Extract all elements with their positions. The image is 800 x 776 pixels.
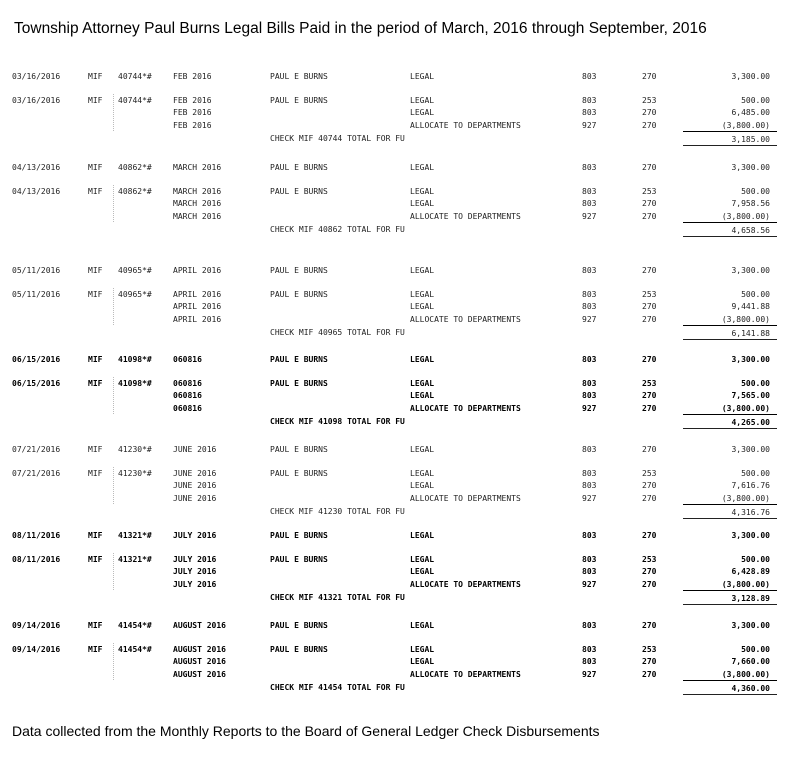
line-description: LEGAL xyxy=(410,187,435,196)
summary-period: JULY 2016 xyxy=(173,531,217,540)
line-account: 253 xyxy=(642,187,657,196)
summary-description: LEGAL xyxy=(410,72,435,81)
column-separator xyxy=(113,467,114,504)
line-amount: 6,428.89 xyxy=(731,567,770,577)
summary-date: 07/21/2016 xyxy=(12,445,61,454)
line-period: JULY 2016 xyxy=(173,567,217,577)
check-total-amount: 4,658.56 xyxy=(731,225,770,235)
detail-date: 09/14/2016 xyxy=(12,645,61,654)
total-rule xyxy=(683,222,777,223)
line-description: LEGAL xyxy=(410,379,435,388)
line-period: MARCH 2016 xyxy=(173,187,222,196)
detail-payee: PAUL E BURNS xyxy=(270,379,328,388)
total-underline xyxy=(683,339,777,340)
line-description: ALLOCATE TO DEPARTMENTS xyxy=(410,211,521,221)
check-total-amount: 3,185.00 xyxy=(731,134,770,144)
total-underline xyxy=(683,428,777,429)
line-period: 060816 xyxy=(173,379,202,388)
check-total-amount: 4,265.00 xyxy=(731,417,770,427)
check-total-label: CHECK MIF 41098 TOTAL FOR FU xyxy=(270,416,405,426)
line-period: MARCH 2016 xyxy=(173,211,222,221)
page-title: Township Attorney Paul Burns Legal Bills Paid in the period of March, 2016 through September, 2016 xyxy=(14,20,707,37)
line-period: FEB 2016 xyxy=(173,108,212,118)
line-account: 253 xyxy=(642,645,657,654)
summary-description: LEGAL xyxy=(410,163,435,172)
line-description: LEGAL xyxy=(410,567,435,577)
summary-payee: PAUL E BURNS xyxy=(270,355,328,364)
summary-date: 06/15/2016 xyxy=(12,355,61,364)
check-total-amount: 6,141.88 xyxy=(731,328,770,338)
summary-account: 270 xyxy=(642,72,657,81)
line-description: ALLOCATE TO DEPARTMENTS xyxy=(410,314,521,324)
detail-date: 08/11/2016 xyxy=(12,555,61,564)
line-period: JUNE 2016 xyxy=(173,469,217,478)
line-dept: 927 xyxy=(582,120,597,130)
summary-date: 09/14/2016 xyxy=(12,621,61,630)
detail-check-number: 40744*# xyxy=(118,96,152,105)
summary-payee: PAUL E BURNS xyxy=(270,163,328,172)
line-dept: 927 xyxy=(582,493,597,503)
column-separator xyxy=(113,643,114,680)
summary-amount: 3,300.00 xyxy=(731,445,770,454)
column-separator xyxy=(113,94,114,131)
column-separator xyxy=(113,288,114,325)
detail-check-number: 41230*# xyxy=(118,469,152,478)
summary-description: LEGAL xyxy=(410,445,435,454)
summary-amount: 3,300.00 xyxy=(731,266,770,275)
summary-period: MARCH 2016 xyxy=(173,163,222,172)
line-period: AUGUST 2016 xyxy=(173,645,226,654)
line-period: AUGUST 2016 xyxy=(173,669,226,679)
detail-payee: PAUL E BURNS xyxy=(270,469,328,478)
line-amount: (3,800.00) xyxy=(721,314,770,324)
column-separator xyxy=(113,553,114,590)
line-account: 270 xyxy=(642,391,657,401)
line-dept: 927 xyxy=(582,403,597,413)
line-dept: 803 xyxy=(582,555,597,564)
detail-date: 07/21/2016 xyxy=(12,469,61,478)
summary-account: 270 xyxy=(642,445,657,454)
line-description: LEGAL xyxy=(410,96,435,105)
detail-fund: MIF xyxy=(88,96,103,105)
summary-fund: MIF xyxy=(88,531,103,540)
line-dept: 803 xyxy=(582,96,597,105)
summary-dept: 803 xyxy=(582,355,597,364)
line-account: 270 xyxy=(642,493,657,503)
line-account: 270 xyxy=(642,669,657,679)
check-total-label: CHECK MIF 40744 TOTAL FOR FU xyxy=(270,133,405,143)
summary-fund: MIF xyxy=(88,163,103,172)
detail-fund: MIF xyxy=(88,187,103,196)
line-amount: 7,616.76 xyxy=(731,481,770,491)
line-period: FEB 2016 xyxy=(173,96,212,105)
line-amount: 9,441.88 xyxy=(731,302,770,312)
line-account: 270 xyxy=(642,481,657,491)
line-amount: 7,958.56 xyxy=(731,199,770,209)
line-description: LEGAL xyxy=(410,469,435,478)
detail-fund: MIF xyxy=(88,645,103,654)
summary-account: 270 xyxy=(642,531,657,540)
line-account: 270 xyxy=(642,211,657,221)
line-description: ALLOCATE TO DEPARTMENTS xyxy=(410,493,521,503)
summary-account: 270 xyxy=(642,355,657,364)
summary-amount: 3,300.00 xyxy=(731,72,770,81)
line-description: LEGAL xyxy=(410,645,435,654)
line-account: 270 xyxy=(642,108,657,118)
summary-period: 060816 xyxy=(173,355,202,364)
summary-description: LEGAL xyxy=(410,355,435,364)
line-amount: 500.00 xyxy=(741,645,770,654)
detail-fund: MIF xyxy=(88,555,103,564)
detail-fund: MIF xyxy=(88,290,103,299)
total-rule xyxy=(683,414,777,415)
summary-dept: 803 xyxy=(582,163,597,172)
total-rule xyxy=(683,325,777,326)
check-total-label: CHECK MIF 41321 TOTAL FOR FU xyxy=(270,592,405,602)
line-dept: 927 xyxy=(582,579,597,589)
summary-dept: 803 xyxy=(582,266,597,275)
check-total-label: CHECK MIF 40965 TOTAL FOR FU xyxy=(270,327,405,337)
line-dept: 803 xyxy=(582,187,597,196)
line-amount: 500.00 xyxy=(741,379,770,388)
detail-date: 05/11/2016 xyxy=(12,290,61,299)
line-dept: 803 xyxy=(582,657,597,667)
line-description: LEGAL xyxy=(410,391,435,401)
line-description: LEGAL xyxy=(410,290,435,299)
summary-date: 08/11/2016 xyxy=(12,531,61,540)
line-amount: (3,800.00) xyxy=(721,403,770,413)
line-period: APRIL 2016 xyxy=(173,290,222,299)
line-period: JULY 2016 xyxy=(173,555,217,564)
column-separator xyxy=(113,185,114,222)
line-description: ALLOCATE TO DEPARTMENTS xyxy=(410,579,521,589)
detail-check-number: 41098*# xyxy=(118,379,152,388)
total-underline xyxy=(683,604,777,605)
line-description: LEGAL xyxy=(410,199,435,209)
line-account: 270 xyxy=(642,403,657,413)
line-amount: 6,485.00 xyxy=(731,108,770,118)
detail-payee: PAUL E BURNS xyxy=(270,645,328,654)
summary-amount: 3,300.00 xyxy=(731,531,770,540)
line-dept: 803 xyxy=(582,567,597,577)
line-account: 270 xyxy=(642,199,657,209)
line-amount: 7,660.00 xyxy=(731,657,770,667)
line-description: LEGAL xyxy=(410,481,435,491)
line-dept: 803 xyxy=(582,469,597,478)
line-period: 060816 xyxy=(173,403,202,413)
summary-amount: 3,300.00 xyxy=(731,621,770,630)
line-dept: 803 xyxy=(582,481,597,491)
summary-check-number: 41321*# xyxy=(118,531,152,540)
summary-fund: MIF xyxy=(88,445,103,454)
summary-date: 03/16/2016 xyxy=(12,72,61,81)
detail-payee: PAUL E BURNS xyxy=(270,555,328,564)
summary-description: LEGAL xyxy=(410,531,435,540)
summary-payee: PAUL E BURNS xyxy=(270,266,328,275)
summary-amount: 3,300.00 xyxy=(731,355,770,364)
summary-amount: 3,300.00 xyxy=(731,163,770,172)
summary-period: APRIL 2016 xyxy=(173,266,222,275)
detail-check-number: 41454*# xyxy=(118,645,152,654)
line-amount: 7,565.00 xyxy=(731,391,770,401)
column-separator xyxy=(113,377,114,414)
summary-account: 270 xyxy=(642,163,657,172)
summary-date: 05/11/2016 xyxy=(12,266,61,275)
line-dept: 803 xyxy=(582,391,597,401)
total-rule xyxy=(683,131,777,132)
check-total-amount: 4,360.00 xyxy=(731,683,770,693)
summary-dept: 803 xyxy=(582,621,597,630)
line-account: 270 xyxy=(642,567,657,577)
line-period: 060816 xyxy=(173,391,202,401)
line-account: 270 xyxy=(642,579,657,589)
summary-fund: MIF xyxy=(88,266,103,275)
check-total-label: CHECK MIF 40862 TOTAL FOR FU xyxy=(270,224,405,234)
detail-check-number: 40965*# xyxy=(118,290,152,299)
line-amount: 500.00 xyxy=(741,187,770,196)
check-total-label: CHECK MIF 41230 TOTAL FOR FU xyxy=(270,506,405,516)
line-period: FEB 2016 xyxy=(173,120,212,130)
summary-dept: 803 xyxy=(582,72,597,81)
summary-dept: 803 xyxy=(582,531,597,540)
line-description: ALLOCATE TO DEPARTMENTS xyxy=(410,120,521,130)
summary-period: AUGUST 2016 xyxy=(173,621,226,630)
total-underline xyxy=(683,694,777,695)
summary-check-number: 41098*# xyxy=(118,355,152,364)
total-rule xyxy=(683,504,777,505)
summary-check-number: 41230*# xyxy=(118,445,152,454)
detail-date: 06/15/2016 xyxy=(12,379,61,388)
line-dept: 803 xyxy=(582,199,597,209)
line-period: JUNE 2016 xyxy=(173,481,217,491)
detail-date: 04/13/2016 xyxy=(12,187,61,196)
line-amount: 500.00 xyxy=(741,469,770,478)
line-dept: 803 xyxy=(582,290,597,299)
total-rule xyxy=(683,680,777,681)
line-account: 253 xyxy=(642,379,657,388)
summary-period: JUNE 2016 xyxy=(173,445,217,454)
line-account: 253 xyxy=(642,555,657,564)
detail-payee: PAUL E BURNS xyxy=(270,187,328,196)
line-description: LEGAL xyxy=(410,657,435,667)
line-account: 270 xyxy=(642,120,657,130)
line-amount: 500.00 xyxy=(741,290,770,299)
total-underline xyxy=(683,145,777,146)
summary-date: 04/13/2016 xyxy=(12,163,61,172)
line-amount: (3,800.00) xyxy=(721,669,770,679)
detail-check-number: 41321*# xyxy=(118,555,152,564)
summary-dept: 803 xyxy=(582,445,597,454)
line-dept: 803 xyxy=(582,302,597,312)
line-description: LEGAL xyxy=(410,555,435,564)
line-amount: (3,800.00) xyxy=(721,120,770,130)
line-dept: 803 xyxy=(582,645,597,654)
line-amount: (3,800.00) xyxy=(721,493,770,503)
line-description: ALLOCATE TO DEPARTMENTS xyxy=(410,669,521,679)
line-description: ALLOCATE TO DEPARTMENTS xyxy=(410,403,521,413)
line-amount: 500.00 xyxy=(741,96,770,105)
summary-fund: MIF xyxy=(88,355,103,364)
line-dept: 927 xyxy=(582,211,597,221)
summary-fund: MIF xyxy=(88,72,103,81)
summary-payee: PAUL E BURNS xyxy=(270,72,328,81)
check-total-label: CHECK MIF 41454 TOTAL FOR FU xyxy=(270,682,405,692)
check-total-amount: 3,128.89 xyxy=(731,593,770,603)
detail-payee: PAUL E BURNS xyxy=(270,290,328,299)
summary-account: 270 xyxy=(642,266,657,275)
total-rule xyxy=(683,590,777,591)
summary-payee: PAUL E BURNS xyxy=(270,621,328,630)
detail-fund: MIF xyxy=(88,469,103,478)
line-period: JUNE 2016 xyxy=(173,493,217,503)
summary-account: 270 xyxy=(642,621,657,630)
line-amount: 500.00 xyxy=(741,555,770,564)
summary-check-number: 40862*# xyxy=(118,163,152,172)
line-account: 270 xyxy=(642,302,657,312)
detail-date: 03/16/2016 xyxy=(12,96,61,105)
line-account: 270 xyxy=(642,314,657,324)
total-underline xyxy=(683,236,777,237)
line-period: AUGUST 2016 xyxy=(173,657,226,667)
line-dept: 927 xyxy=(582,669,597,679)
line-account: 253 xyxy=(642,469,657,478)
line-period: APRIL 2016 xyxy=(173,302,222,312)
summary-check-number: 40965*# xyxy=(118,266,152,275)
total-underline xyxy=(683,518,777,519)
line-dept: 803 xyxy=(582,108,597,118)
summary-check-number: 41454*# xyxy=(118,621,152,630)
line-description: LEGAL xyxy=(410,302,435,312)
summary-payee: PAUL E BURNS xyxy=(270,445,328,454)
line-description: LEGAL xyxy=(410,108,435,118)
line-account: 253 xyxy=(642,96,657,105)
detail-fund: MIF xyxy=(88,379,103,388)
line-period: APRIL 2016 xyxy=(173,314,222,324)
line-period: JULY 2016 xyxy=(173,579,217,589)
summary-fund: MIF xyxy=(88,621,103,630)
line-account: 253 xyxy=(642,290,657,299)
check-total-amount: 4,316.76 xyxy=(731,507,770,517)
line-account: 270 xyxy=(642,657,657,667)
summary-check-number: 40744*# xyxy=(118,72,152,81)
detail-payee: PAUL E BURNS xyxy=(270,96,328,105)
summary-description: LEGAL xyxy=(410,266,435,275)
line-amount: (3,800.00) xyxy=(721,211,770,221)
summary-payee: PAUL E BURNS xyxy=(270,531,328,540)
line-dept: 803 xyxy=(582,379,597,388)
detail-check-number: 40862*# xyxy=(118,187,152,196)
summary-period: FEB 2016 xyxy=(173,72,212,81)
line-dept: 927 xyxy=(582,314,597,324)
summary-description: LEGAL xyxy=(410,621,435,630)
source-note: Data collected from the Monthly Reports to the Board of General Ledger Check Disbursements xyxy=(12,723,600,739)
line-period: MARCH 2016 xyxy=(173,199,222,209)
line-amount: (3,800.00) xyxy=(721,579,770,589)
